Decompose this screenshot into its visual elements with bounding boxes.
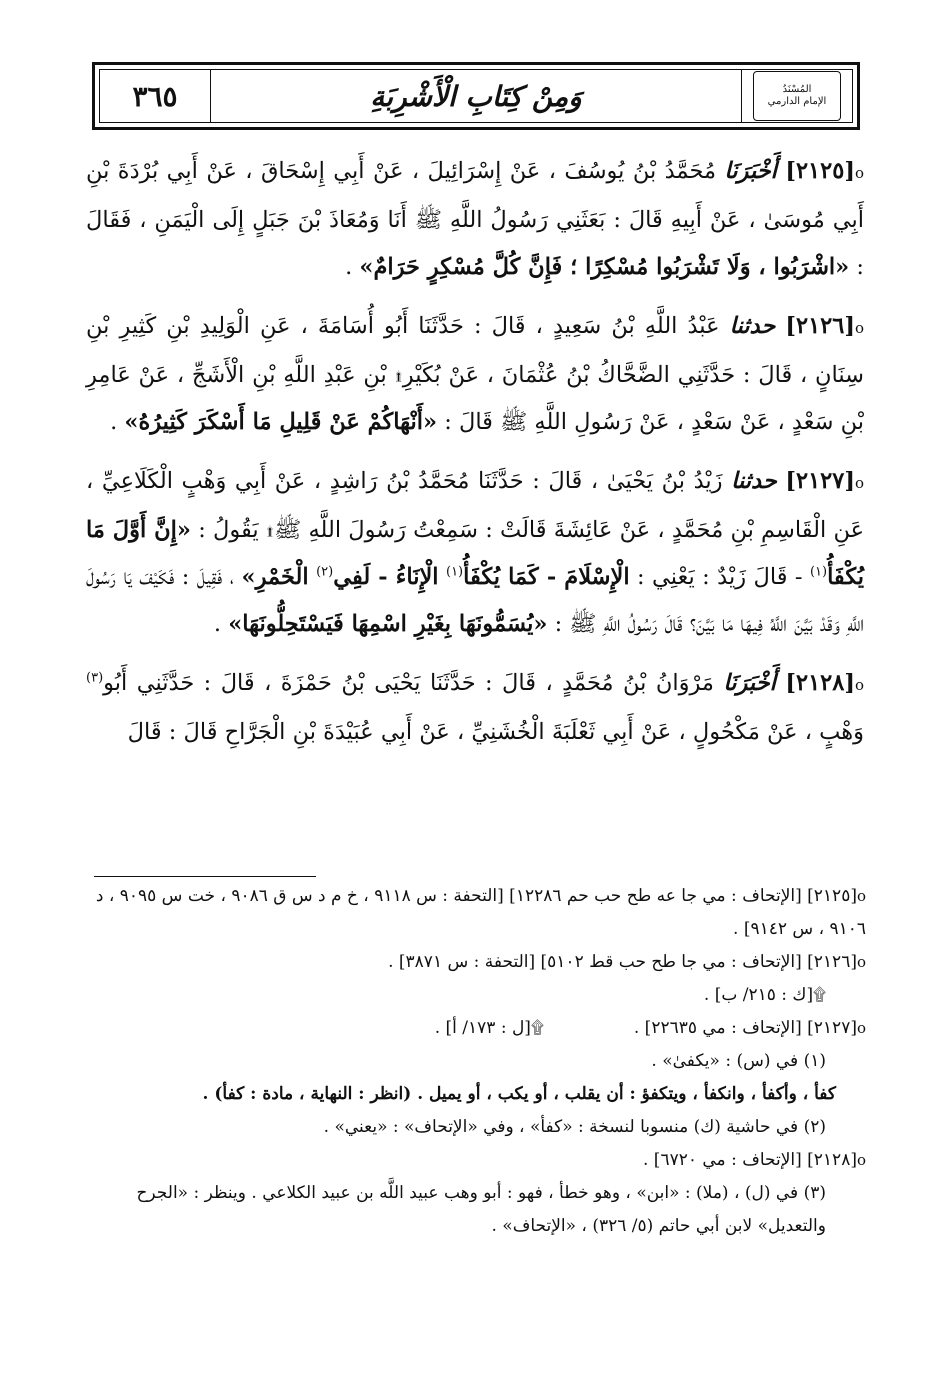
footnote-ref-3: (٣) [86, 670, 104, 686]
isnad: مُحَمَّدُ بْنُ يُوسُفَ ، عَنْ إِسْرَائِيلَ ، عَنْ أَبِي إِسْحَاقَ ، عَنْ أَبِي بُرْدَةَ بْنِ أَبِي مُوسَىٰ ، عَنْ أَبِيهِ قَالَ : بَعَثَنِي رَسُولُ اللَّهِ ﷺ أَنَا وَمُعَاذَ بْنَ جَبَلٍ إِلَى الْيَمَنِ ، فَقَالَ : [86, 158, 864, 280]
matn-part-1: «إِنَّ أَوَّلَ مَا يُكْفَأُ [86, 517, 865, 590]
manuscript-marker: ۩ [265, 517, 275, 543]
end-mark: . [213, 611, 229, 637]
note-2127-row [84, 1012, 866, 1045]
footnotes [84, 880, 866, 1243]
transmission-formula: حدثنا [731, 468, 777, 494]
emblem [741, 70, 852, 122]
matn-part-3: الْإِنَاءُ - لَفِي [333, 564, 439, 590]
matn: «اشْرَبُوا ، وَلَا تَشْرَبُوا مُسْكِرًا ؛ فَإِنَّ كُلَّ مُسْكِرٍ حَرَامٌ» [359, 254, 850, 280]
hadith-2125 [86, 148, 864, 291]
page-header [92, 62, 860, 130]
hadith-2127 [86, 458, 864, 648]
emblem-line-2: الإمام الدارمي [767, 96, 827, 107]
hadith-number: [٢١٢٨] [785, 670, 855, 696]
note-2128-text: [٢١٢٨] [الإتحاف : مي ٦٧٢٠] . [643, 1150, 857, 1170]
main-text [86, 148, 864, 768]
isnad: عَبْدُ اللَّهِ بْنُ سَعِيدٍ ، قَالَ : حَدَّثَنَا أَبُو أُسَامَةَ ، عَنِ الْوَلِيدِ بْنِ كَثِيرِ بْنِ سِنَانٍ ، قَالَ : حَدَّثَنِي الضَّحَّاكُ بْنُ عُثْمَانَ ، عَنْ بُكَيْرِ [86, 313, 864, 388]
ring-icon: o [854, 474, 865, 492]
header-frame [99, 69, 853, 123]
emblem-line-1: المُسْنَدُ [782, 84, 812, 95]
ring-icon: o [856, 887, 866, 905]
footnote-ref-1: (١) [809, 564, 828, 580]
note-2127-manuscript: ۩[ل : ١٧٣/ أ] . [434, 1018, 544, 1038]
footnote-1-gloss: كفأ ، وأكفأ ، وانكفأ ، ويتكفؤ : أن يقلب ، أو يكب ، أو يميل . (انظر : النهاية ، مادة : كفأ) . [202, 1084, 836, 1104]
matn-part-4: الْخَمْرِ» [241, 564, 309, 590]
hadith-number: [٢١٢٧] [785, 468, 855, 494]
footnote-separator [94, 876, 316, 877]
narration-continued: ، فَقِيلَ : فَكَيْفَ يَا رَسُولَ اللَّهِ وَقَدْ بَيَّنَ اللَّهُ فِيهَا مَا بَيَّنَ؟ قَالَ رَسُولُ اللَّهِ ﷺ : [86, 564, 864, 637]
ring-icon: o [854, 676, 865, 694]
hadith-2128 [86, 660, 864, 756]
footnote-2: (٢) في حاشية (ك) منسوبا لنسخة : «كفأ» ، وفي «الإتحاف» : «يعني» . [323, 1117, 826, 1137]
note-2125 [84, 880, 866, 946]
footnote-3: (٣) في (ل) ، (ملا) : «ابن» ، وهو خطأ ، فهو : أبو وهب عبيد اللَّه بن عبيد الكلاعي . وينظر : «الجرح والتعديل» لابن أبي حاتم (٥/ ٣٢٦) ، «الإتحاف» . [136, 1183, 826, 1236]
isnad-continued: وَهْبٍ ، عَنْ مَكْحُولٍ ، عَنْ أَبِي ثَعْلَبَةَ الْخُشَنِيِّ ، عَنْ أَبِي عُبَيْدَةَ بْنِ الْجَرَّاحِ قَالَ : قَالَ [127, 719, 864, 745]
isnad: مَرْوَانُ بْنُ مُحَمَّدٍ ، قَالَ : حَدَّثَنَا يَحْيَى بْنُ حَمْزَةَ ، قَالَ : حَدَّثَنِي أَبُو [103, 670, 714, 696]
ring-icon: o [854, 164, 864, 182]
note-2126-text: [٢١٢٦] [الإتحاف : مي جا طح حب قط ٥١٠٢] [التحفة : س ٣٨٧١] . [388, 952, 857, 972]
emblem-badge [753, 71, 841, 121]
end-mark: . [345, 254, 360, 280]
isnad-continued: بْنِ عَبْدِ اللَّهِ بْنِ الْأَشَجِّ ، عَنْ عَامِرِ بْنِ سَعْدٍ ، عَنْ سَعْدٍ ، عَنْ رَسُولِ اللَّهِ ﷺ قَالَ : [86, 362, 864, 435]
ring-icon: o [856, 1151, 866, 1169]
note-2127-text: [٢١٢٧] [الإتحاف : مي ٢٢٦٣٥] . [633, 1018, 857, 1038]
transmission-formula: حدثنا [729, 313, 776, 339]
transmission-formula: أَخْبَرَنَا [724, 158, 777, 184]
narrator-aside: - قَالَ زَيْدٌ : يَعْنِي : [637, 564, 810, 590]
ring-icon: o [856, 953, 866, 971]
footnote-1: (١) في (س) : «يكفىٰ» . [651, 1051, 826, 1071]
note-2125-text: [٢١٢٥] [الإتحاف : مي جا عه طح حب حم ١٢٢٨٦] [التحفة : س ٩١١٨ ، خ م د س ق ٩٠٨٦ ، خت س ٩٠٩٥ ، د ٩١٠٦ ، س ٩١٤٢] . [95, 886, 866, 939]
ring-icon: o [854, 319, 865, 337]
ring-icon: o [856, 1019, 866, 1037]
note-2128 [84, 1144, 866, 1177]
footnote-ref-1b: (١) [445, 564, 464, 580]
end-mark: . [110, 409, 125, 435]
manuscript-marker: ۩ [394, 362, 403, 388]
note-2126 [84, 946, 866, 979]
page-number: ٣٦٥ [100, 70, 211, 122]
isnad-continued: يَقُولُ : [198, 517, 259, 543]
hadith-number: [٢١٢٥] [785, 158, 855, 184]
isnad: زَيْدُ بْنُ يَحْيَىٰ ، قَالَ : حَدَّثَنَا مُحَمَّدُ بْنُ رَاشِدٍ ، عَنْ أَبِي وَهْبٍ الْكَلَاعِيِّ ، عَنِ الْقَاسِمِ بْنِ مُحَمَّدٍ ، عَنْ عَائِشَةَ قَالَتْ : سَمِعْتُ رَسُولَ اللَّهِ ﷺ [86, 468, 864, 543]
hadith-2126 [86, 303, 864, 446]
transmission-formula: أَخْبَرَنَا [723, 670, 776, 696]
note-2127 [634, 1012, 866, 1045]
note-2126-manuscript: ۩[ك : ٢١٥/ ب] . [703, 985, 826, 1005]
matn-part-5: «يُسَمُّونَهَا بِغَيْرِ اسْمِهَا فَيَسْتَحِلُّونَهَا» [228, 611, 548, 637]
matn-part-2: الْإِسْلَامَ - كَمَا يُكْفَأُ [463, 564, 630, 590]
hadith-number: [٢١٢٦] [785, 313, 855, 339]
footnote-ref-2: (٢) [316, 564, 334, 580]
running-title: وَمِنْ كِتَابِ الْأَشْرِبَةِ [370, 79, 582, 113]
matn: «أَنْهَاكُمْ عَنْ قَلِيلِ مَا أَسْكَرَ كَثِيرُهُ» [124, 409, 438, 435]
